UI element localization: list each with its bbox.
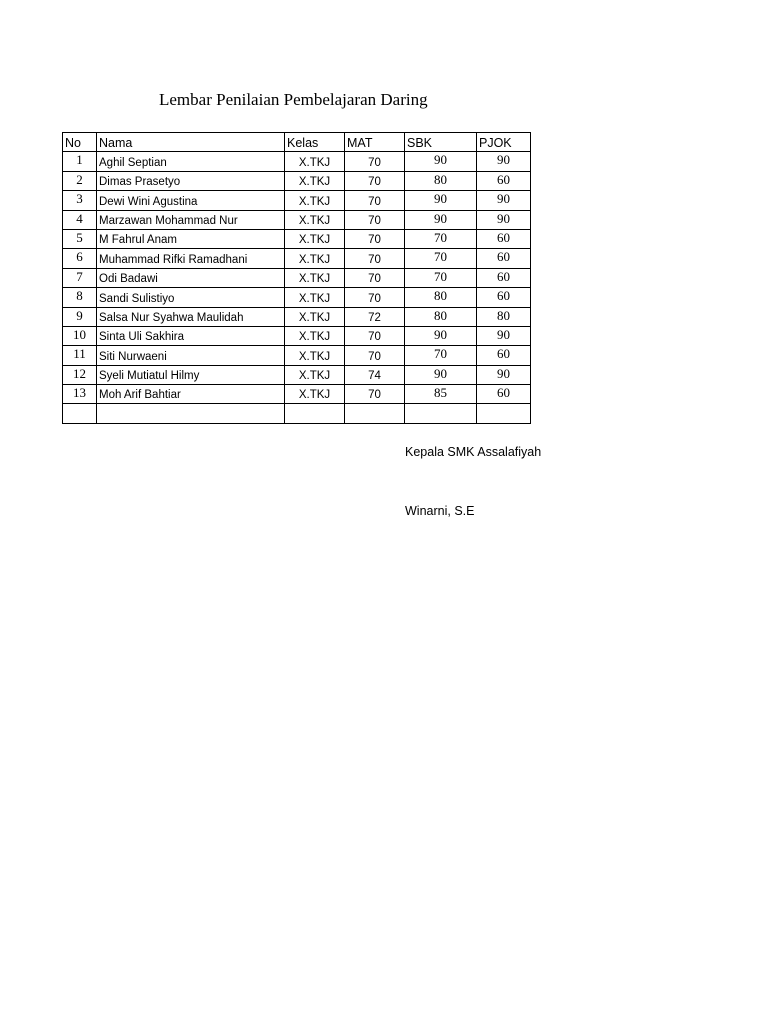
cell-nama: Muhammad Rifki Ramadhani — [97, 249, 285, 268]
cell-kelas: X.TKJ — [285, 191, 345, 210]
cell-mat: 70 — [345, 229, 405, 248]
cell-pjok: 80 — [477, 307, 531, 326]
cell-sbk: 70 — [405, 229, 477, 248]
header-no: No — [63, 133, 97, 152]
cell-mat: 74 — [345, 365, 405, 384]
cell-mat: 72 — [345, 307, 405, 326]
cell-sbk: 70 — [405, 268, 477, 287]
cell-mat: 70 — [345, 171, 405, 190]
cell-nama — [97, 404, 285, 423]
header-nama: Nama — [97, 133, 285, 152]
cell-sbk: 90 — [405, 326, 477, 345]
cell-kelas: X.TKJ — [285, 210, 345, 229]
cell-pjok: 60 — [477, 229, 531, 248]
cell-nama: Dimas Prasetyo — [97, 171, 285, 190]
document-title: Lembar Penilaian Pembelajaran Daring — [159, 90, 428, 109]
cell-pjok — [477, 404, 531, 423]
cell-mat: 70 — [345, 268, 405, 287]
cell-kelas: X.TKJ — [285, 346, 345, 365]
cell-no: 4 — [63, 210, 97, 229]
cell-mat: 70 — [345, 249, 405, 268]
cell-pjok: 90 — [477, 365, 531, 384]
table-row — [63, 346, 531, 365]
table-row — [63, 152, 531, 171]
cell-kelas: X.TKJ — [285, 152, 345, 171]
cell-nama: Marzawan Mohammad Nur — [97, 210, 285, 229]
cell-pjok: 60 — [477, 171, 531, 190]
table-row — [63, 171, 531, 190]
cell-mat: 70 — [345, 288, 405, 307]
table-row — [63, 307, 531, 326]
table-header-row — [63, 133, 531, 152]
cell-no: 11 — [63, 346, 97, 365]
cell-kelas: X.TKJ — [285, 229, 345, 248]
signature-name: Winarni, S.E — [405, 504, 475, 518]
table-row — [63, 210, 531, 229]
cell-pjok: 60 — [477, 346, 531, 365]
cell-pjok: 60 — [477, 249, 531, 268]
cell-no: 3 — [63, 191, 97, 210]
cell-mat — [345, 404, 405, 423]
cell-nama: Siti Nurwaeni — [97, 346, 285, 365]
cell-nama: Salsa Nur Syahwa Maulidah — [97, 307, 285, 326]
cell-nama: Sinta Uli Sakhira — [97, 326, 285, 345]
cell-pjok: 90 — [477, 210, 531, 229]
cell-kelas — [285, 404, 345, 423]
cell-no: 12 — [63, 365, 97, 384]
cell-pjok: 60 — [477, 288, 531, 307]
cell-sbk: 90 — [405, 191, 477, 210]
cell-sbk: 80 — [405, 171, 477, 190]
header-pjok: PJOK — [477, 133, 531, 152]
cell-pjok: 90 — [477, 152, 531, 171]
cell-sbk: 70 — [405, 346, 477, 365]
table-row — [63, 268, 531, 287]
cell-pjok: 90 — [477, 326, 531, 345]
table-row-empty — [63, 404, 531, 423]
cell-no: 10 — [63, 326, 97, 345]
table-row — [63, 249, 531, 268]
cell-pjok: 60 — [477, 268, 531, 287]
cell-kelas: X.TKJ — [285, 249, 345, 268]
cell-no: 9 — [63, 307, 97, 326]
table-row — [63, 326, 531, 345]
cell-pjok: 60 — [477, 385, 531, 404]
grades-table — [62, 132, 531, 424]
cell-kelas: X.TKJ — [285, 171, 345, 190]
cell-sbk: 85 — [405, 385, 477, 404]
cell-kelas: X.TKJ — [285, 365, 345, 384]
cell-nama: Odi Badawi — [97, 268, 285, 287]
cell-sbk — [405, 404, 477, 423]
table-body — [63, 152, 531, 423]
table-row — [63, 288, 531, 307]
cell-no: 5 — [63, 229, 97, 248]
table-row — [63, 229, 531, 248]
header-sbk: SBK — [405, 133, 477, 152]
cell-sbk: 90 — [405, 210, 477, 229]
cell-nama: Dewi Wini Agustina — [97, 191, 285, 210]
cell-nama: Sandi Sulistiyo — [97, 288, 285, 307]
cell-sbk: 90 — [405, 152, 477, 171]
cell-mat: 70 — [345, 191, 405, 210]
header-mat: MAT — [345, 133, 405, 152]
cell-mat: 70 — [345, 152, 405, 171]
cell-no: 1 — [63, 152, 97, 171]
cell-nama: M Fahrul Anam — [97, 229, 285, 248]
cell-kelas: X.TKJ — [285, 307, 345, 326]
table-row — [63, 191, 531, 210]
cell-sbk: 80 — [405, 288, 477, 307]
cell-mat: 70 — [345, 385, 405, 404]
cell-nama: Syeli Mutiatul Hilmy — [97, 365, 285, 384]
cell-sbk: 90 — [405, 365, 477, 384]
cell-no — [63, 404, 97, 423]
signature-title: Kepala SMK Assalafiyah — [405, 445, 542, 459]
cell-pjok: 90 — [477, 191, 531, 210]
cell-nama: Moh Arif Bahtiar — [97, 385, 285, 404]
table-row — [63, 385, 531, 404]
table-row — [63, 365, 531, 384]
cell-kelas: X.TKJ — [285, 268, 345, 287]
cell-no: 6 — [63, 249, 97, 268]
cell-no: 2 — [63, 171, 97, 190]
cell-kelas: X.TKJ — [285, 385, 345, 404]
cell-mat: 70 — [345, 326, 405, 345]
cell-no: 13 — [63, 385, 97, 404]
cell-kelas: X.TKJ — [285, 326, 345, 345]
cell-nama: Aghil Septian — [97, 152, 285, 171]
cell-no: 8 — [63, 288, 97, 307]
cell-mat: 70 — [345, 210, 405, 229]
cell-no: 7 — [63, 268, 97, 287]
header-kelas: Kelas — [285, 133, 345, 152]
cell-sbk: 80 — [405, 307, 477, 326]
cell-sbk: 70 — [405, 249, 477, 268]
cell-mat: 70 — [345, 346, 405, 365]
cell-kelas: X.TKJ — [285, 288, 345, 307]
